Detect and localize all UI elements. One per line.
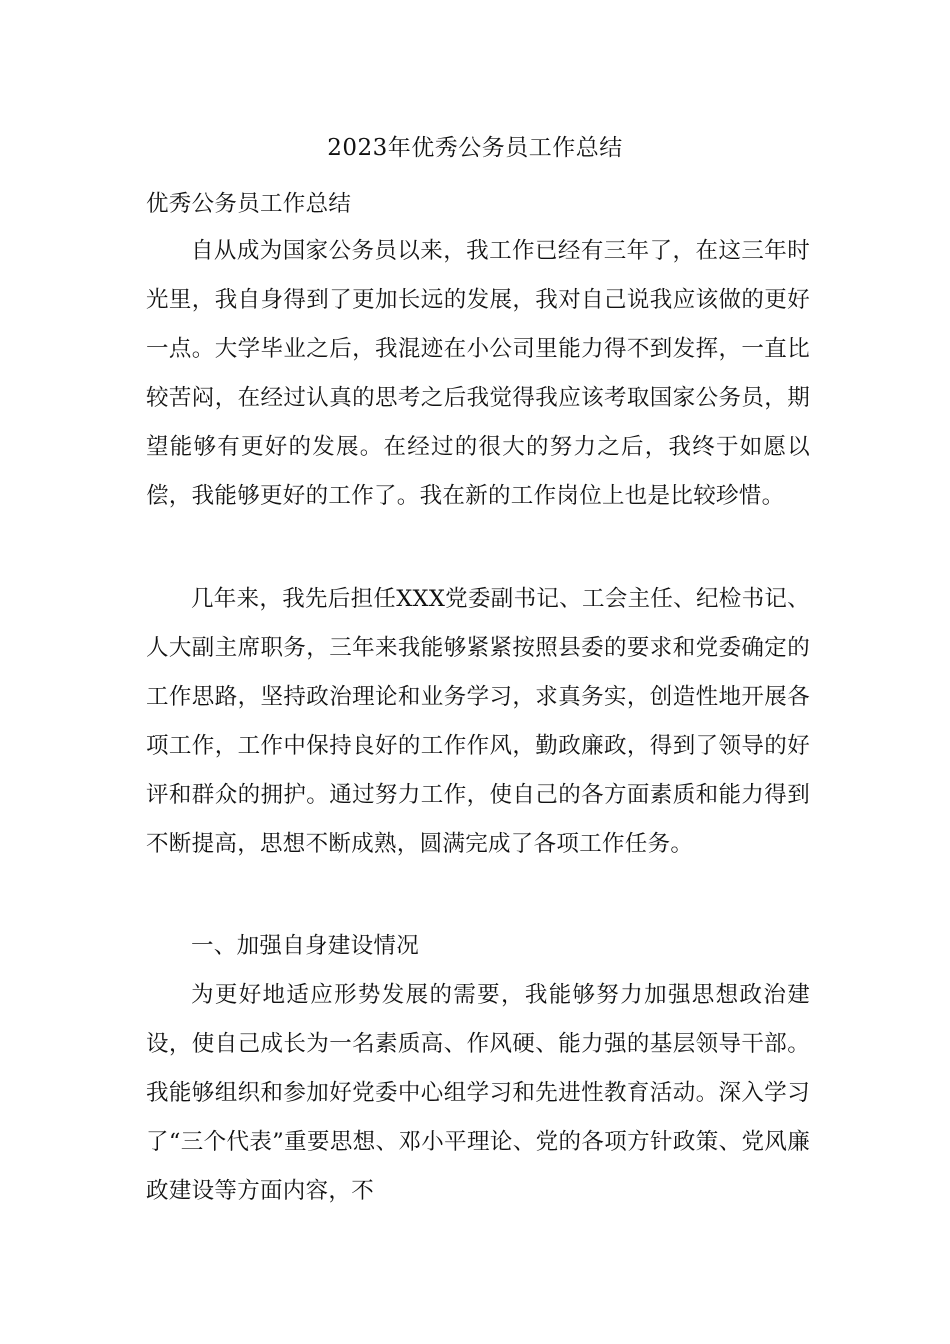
document-subtitle: 优秀公务员工作总结 [146, 191, 352, 217]
document-title: 2023年优秀公务员工作总结 [327, 135, 623, 161]
section-heading: 一、加强自身建设情况 [191, 933, 420, 959]
section-paragraph: 为更好地适应形势发展的需要，我能够努力加强思想政治建设，使自己成长为一名素质高、作风硬、能力强的基层领导干部。我能够组织和参加好党委中心组学习和先进性教育活动。深入学习了“三个代表”重要思想、邓小平理论、党的各项方针政策、党风廉政建设等方面内容，不 [146, 982, 810, 1204]
intro-paragraph: 自从成为国家公务员以来，我工作已经有三年了，在这三年时光里，我自身得到了更加长远的发展，我对自己说我应该做的更好一点。大学毕业之后，我混迹在小公司里能力得不到发挥，一直比较苦闷，在经过认真的思考之后我觉得我应该考取国家公务员，期望能够有更好的发展。在经过的很大的努力之后，我终于如愿以偿，我能够更好的工作了。我在新的工作岗位上也是比较珍惜。 [146, 238, 810, 509]
career-paragraph: 几年来，我先后担任XXX党委副书记、工会主任、纪检书记、人大副主席职务，三年来我能够紧紧按照县委的要求和党委确定的工作思路，坚持政治理论和业务学习，求真务实，创造性地开展各项工作，工作中保持良好的工作作风，勤政廉政，得到了领导的好评和群众的拥护。通过努力工作，使自己的各方面素质和能力得到不断提高，思想不断成熟，圆满完成了各项工作任务。 [146, 586, 810, 857]
